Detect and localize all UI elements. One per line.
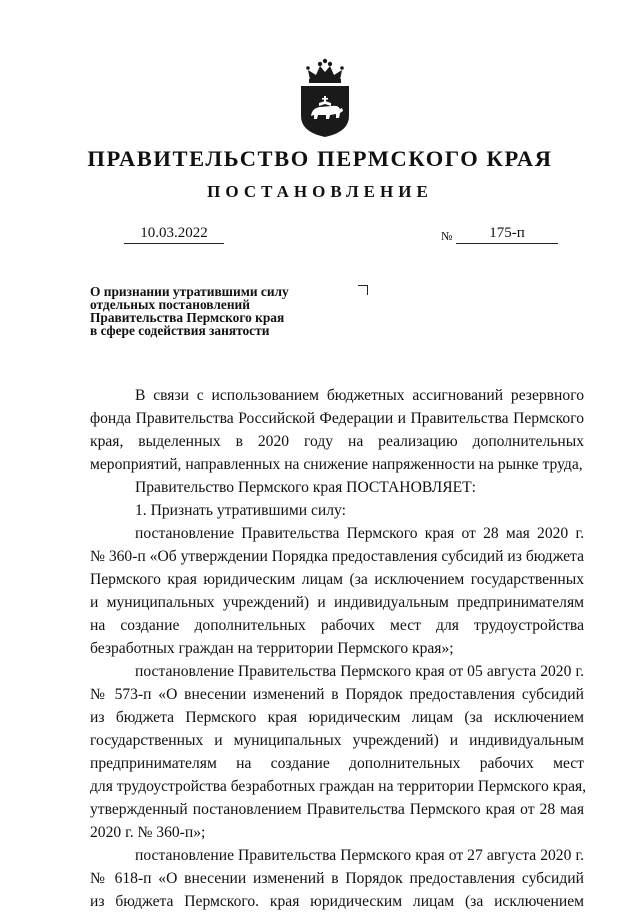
body-line: на создание дополнительных рабочих мест для трудоустройства	[90, 617, 584, 634]
body-line: 2020 г. № 360-п»;	[90, 824, 206, 841]
body-line: № 618-п «О внесении изменений в Порядок предоставления субсидий	[90, 870, 584, 887]
body-line: мероприятий, направленных на снижение напряженности на рынке труда,	[90, 456, 583, 473]
subject-line: отдельных постановлений	[90, 297, 250, 312]
subject-line: О признании утратившими силу	[90, 284, 289, 299]
body-line: государственных и муниципальных учреждений) и индивидуальным	[90, 732, 584, 749]
body-line: постановление Правительства Пермского края от 28 мая 2020 г.	[135, 525, 584, 542]
body-line: постановление Правительства Пермского края от 27 августа 2020 г.	[135, 847, 584, 864]
body-line: из бюджета Пермского края юридическим лицам (за исключением	[90, 709, 584, 726]
body-line: № 573-п «О внесении изменений в Порядок предоставления субсидий	[90, 686, 584, 703]
body-line: постановление Правительства Пермского края от 05 августа 2020 г.	[135, 663, 584, 680]
body-line: В связи с использованием бюджетных ассигнований резервного	[135, 387, 584, 404]
body-line: фонда Правительства Российской Федерации и Правительства Пермского	[90, 410, 584, 427]
body-line: края, выделенных в 2020 году на реализацию дополнительных	[90, 433, 584, 450]
subject-line: в сфере содействия занятости	[90, 323, 270, 338]
body-line: Пермского края юридическим лицам (за исключением государственных	[90, 571, 584, 588]
body-line: № 360-п «Об утверждении Порядка предоставления субсидий из бюджета	[90, 548, 584, 565]
subject-corner-mark	[358, 285, 368, 295]
document-subject	[90, 285, 350, 337]
number-sign: №	[441, 229, 453, 243]
perm-krai-coat-of-arms-icon	[296, 58, 354, 138]
body-line: предпринимателям на создание дополнительных рабочих мест	[90, 755, 584, 772]
body-line: для трудоустройства безработных граждан на территории Пермского края,	[90, 778, 587, 795]
body-line: утвержденный постановлением Правительства Пермского края от 28 мая	[90, 801, 584, 818]
document-type: ПОСТАНОВЛЕНИЕ	[207, 182, 433, 201]
body-line: 1. Признать утратившими силу:	[135, 502, 346, 519]
subject-line: Правительства Пермского края	[90, 310, 285, 325]
government-title: ПРАВИТЕЛЬСТВО ПЕРМСКОГО КРАЯ	[87, 146, 553, 171]
document-number: 175-п	[456, 224, 558, 244]
body-line: и муниципальных учреждений) и индивидуальным предпринимателям	[90, 594, 584, 611]
body-line: из бюджета Пермского. края юридическим лицам (за исключением	[90, 893, 584, 910]
body-line: безработных граждан на территории Пермского края»;	[90, 640, 454, 657]
document-date: 10.03.2022	[124, 224, 224, 244]
body-line: Правительство Пермского края ПОСТАНОВЛЯЕТ:	[135, 479, 476, 496]
document-body	[90, 384, 587, 913]
